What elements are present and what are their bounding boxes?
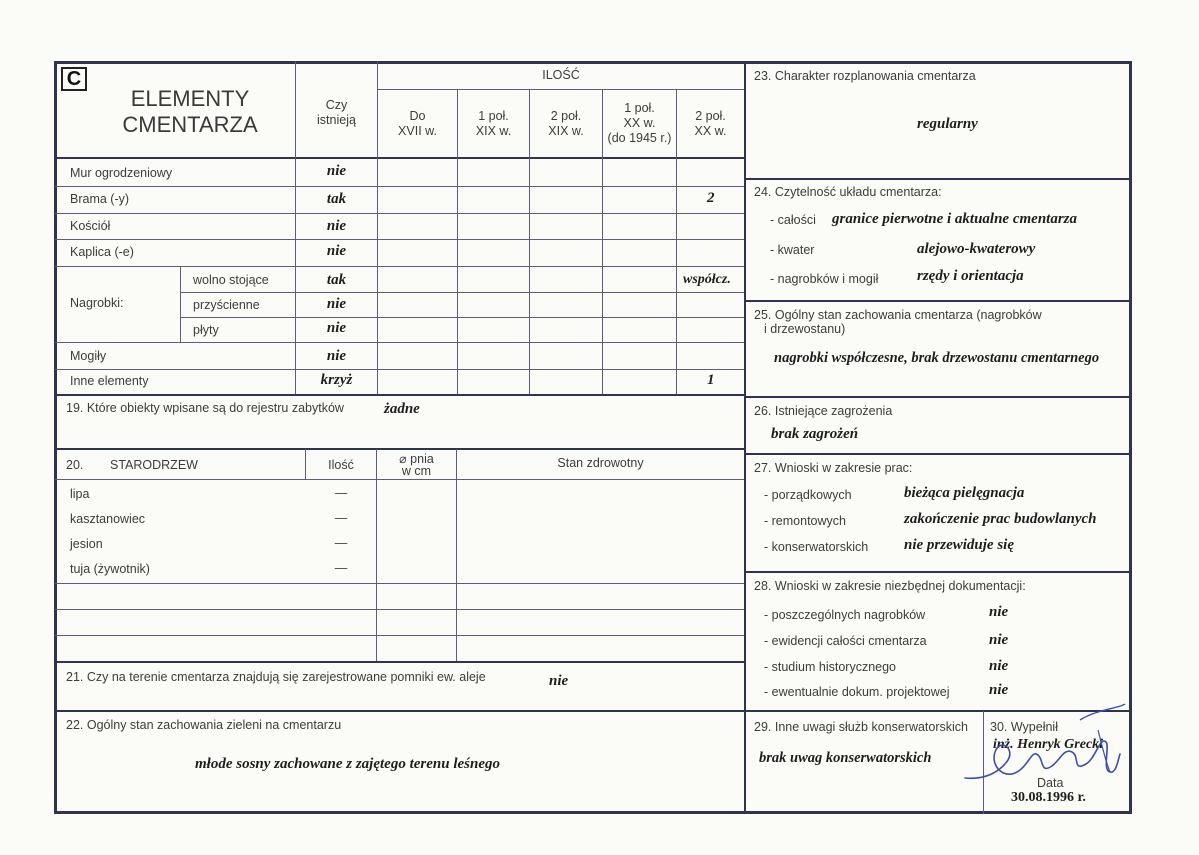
- period-header: [677, 109, 744, 139]
- row-line: [180, 317, 744, 318]
- period-l2: XX w.: [623, 116, 656, 130]
- q24-label: 24. Czytelność układu cmentarza:: [754, 185, 942, 199]
- period-l2: XX w.: [694, 124, 727, 138]
- row-label-mur: Mur ogrodzeniowy: [70, 166, 173, 180]
- exists-mur: nie: [326, 163, 347, 179]
- tree-name: kasztanowiec: [70, 512, 146, 526]
- exists-inne: krzyż: [320, 372, 353, 388]
- q24-calosci-value: granice pierwotne i aktualne cmentarza: [832, 211, 1078, 227]
- q22-value: młode sosny zachowane z zajętego terenu leśnego: [195, 756, 501, 772]
- period-header: [530, 109, 602, 139]
- section-line: [55, 448, 744, 450]
- note-wolno: współcz.: [683, 272, 731, 287]
- q27-label: 27. Wnioski w zakresie prac:: [754, 461, 913, 475]
- ilosc-header: ILOŚĆ: [542, 68, 580, 82]
- exists-wolno: tak: [326, 272, 347, 288]
- title-line-2: CMENTARZA: [122, 112, 258, 137]
- period-l1: 1 poł.: [624, 101, 655, 115]
- czy-header: [296, 98, 377, 128]
- row-label-inne: Inne elementy: [70, 374, 149, 388]
- row-line: [55, 609, 744, 610]
- period-header: [378, 109, 457, 139]
- page-title: [95, 86, 285, 138]
- q20-col-stan: Stan zdrowotny: [557, 456, 644, 470]
- section-line: [55, 661, 744, 663]
- q24-kwater-label: - kwater: [770, 243, 815, 257]
- row-line: [55, 583, 744, 584]
- count-inne: 1: [707, 372, 715, 388]
- row-line: [55, 479, 744, 480]
- q24-calosci-label: - całości: [770, 213, 816, 227]
- row-line: [55, 635, 744, 636]
- row-label-plyty: płyty: [193, 323, 219, 337]
- q25-value: nagrobki współczesne, brak drzewostanu cmentarnego: [774, 350, 1100, 366]
- q28-item-label: - poszczególnych nagrobków: [764, 608, 926, 622]
- period-l1: 2 poł.: [695, 109, 726, 123]
- tree-name: lipa: [70, 487, 90, 501]
- header-bottom-line: [55, 157, 744, 159]
- exists-kaplica: nie: [326, 243, 347, 259]
- signature-flourish: [1080, 704, 1125, 720]
- title-line-1: ELEMENTY: [130, 86, 250, 111]
- q20-col-ilosc: Ilość: [328, 458, 354, 472]
- q20-col-pnia-l2: w cm: [401, 464, 432, 478]
- q27-remontowych-value: zakończenie prac budowlanych: [904, 511, 1097, 527]
- q27-konserwatorskich-value: nie przewiduje się: [904, 537, 1015, 553]
- q21-value: nie: [549, 673, 569, 689]
- period-l1: 1 poł.: [478, 109, 509, 123]
- exists-kosciol: nie: [326, 218, 347, 234]
- row-line: [55, 266, 744, 267]
- q30-data-label: Data: [1037, 776, 1064, 790]
- row-label-wolno: wolno stojące: [193, 273, 269, 287]
- q28-item-value: nie: [989, 658, 1009, 674]
- row-label-kaplica: Kaplica (-e): [70, 245, 134, 259]
- period-header: [603, 101, 676, 146]
- exists-plyty: nie: [326, 320, 347, 336]
- q27-porzadkowych-value: bieżąca pielęgnacja: [904, 485, 1025, 501]
- q20-num: 20.: [66, 458, 84, 472]
- q25-label-1: 25. Ogólny stan zachowania cmentarza (nagrobków: [754, 308, 1042, 322]
- row-line: [55, 213, 744, 214]
- signature-flourish: [1098, 730, 1110, 772]
- q28-label: 28. Wnioski w zakresie niezbędnej dokumentacji:: [754, 579, 1026, 593]
- row-label-kosciol: Kościół: [70, 219, 111, 233]
- tree-qty: —: [334, 511, 348, 525]
- q20-title: STARODRZEW: [110, 458, 198, 472]
- count-brama: 2: [707, 190, 715, 206]
- q29-value: brak uwag konserwatorskich: [759, 750, 932, 766]
- row-line: [55, 239, 744, 240]
- row-label-mogily: Mogiły: [70, 349, 107, 363]
- q23-label: 23. Charakter rozplanowania cmentarza: [754, 69, 976, 83]
- row-line: [55, 342, 744, 343]
- section-line: [746, 396, 1132, 398]
- q29-label: 29. Inne uwagi służb konserwatorskich: [754, 720, 969, 734]
- q26-value: brak zagrożeń: [771, 426, 859, 442]
- q28-item-label: - studium historycznego: [764, 660, 897, 674]
- signature-stroke: [965, 741, 1120, 778]
- period-l2: XIX w.: [475, 124, 512, 138]
- q30-name: inż. Henryk Grecki: [993, 737, 1104, 752]
- period-l2: XIX w.: [548, 124, 584, 138]
- q25-label-2: i drzewostanu): [764, 322, 846, 336]
- period-l1: 2 poł.: [550, 109, 582, 123]
- q20-col-pnia: [377, 453, 456, 477]
- row-line: [180, 292, 744, 293]
- ilosc-line: [377, 89, 744, 90]
- q21-label: 21. Czy na terenie cmentarza znajdują się zarejestrowane pomniki ew. aleje: [66, 670, 486, 684]
- col-nagrobki-sub: [180, 266, 181, 342]
- exists-przyscienne: nie: [326, 296, 347, 312]
- row-label-brama: Brama (-y): [70, 192, 130, 206]
- q24-nagrobkow-label: - nagrobków i mogił: [770, 272, 879, 286]
- tree-name: jesion: [70, 537, 103, 551]
- q20-col-pnia-l1: ⌀ pnia: [399, 452, 434, 466]
- row-line: [55, 186, 744, 187]
- tree-name: tuja (żywotnik): [70, 562, 150, 576]
- q27-konserwatorskich-label: - konserwatorskich: [764, 540, 869, 554]
- q24-nagrobkow-value: rzędy i orientacja: [917, 268, 1024, 284]
- tree-qty: —: [334, 486, 348, 500]
- q28-item-value: nie: [989, 632, 1009, 648]
- q24-kwater-value: alejowo-kwaterowy: [917, 241, 1036, 257]
- section-line: [746, 178, 1132, 180]
- period-l2: XVII w.: [398, 124, 437, 138]
- exists-mogily: nie: [326, 348, 347, 364]
- czy-header-l2: istnieją: [317, 113, 356, 127]
- section-badge: C: [61, 67, 87, 91]
- q26-label: 26. Istniejące zagrożenia: [754, 404, 893, 418]
- q30-date: 30.08.1996 r.: [1011, 790, 1086, 805]
- section-line: [746, 453, 1132, 455]
- col-line: [376, 449, 377, 662]
- q30-label: 30. Wypełnił: [990, 720, 1058, 734]
- q28-item-label: - ewidencji całości cmentarza: [764, 634, 927, 648]
- row-line: [55, 369, 744, 370]
- main-divider: [744, 61, 746, 814]
- row-label-przyscienne: przyścienne: [193, 298, 260, 312]
- exists-brama: tak: [326, 191, 347, 207]
- q22-label: 22. Ogólny stan zachowania zieleni na cmentarzu: [66, 718, 342, 732]
- q19-value: żadne: [384, 401, 420, 417]
- tree-qty: —: [334, 536, 348, 550]
- q27-porzadkowych-label: - porządkowych: [764, 488, 852, 502]
- tree-qty: —: [334, 561, 348, 575]
- q23-value: regularny: [917, 116, 978, 132]
- section-line: [55, 710, 744, 712]
- period-l1: Do: [409, 109, 426, 123]
- czy-header-l1: Czy: [325, 98, 348, 112]
- section-line: [746, 300, 1132, 302]
- section-line: [55, 394, 744, 396]
- q27-remontowych-label: - remontowych: [764, 514, 846, 528]
- section-line: [746, 571, 1132, 573]
- period-header: [458, 109, 529, 139]
- col-line: [456, 449, 457, 662]
- q28-item-label: - ewentualnie dokum. projektowej: [764, 685, 950, 699]
- signature-mark: [960, 700, 1130, 795]
- row-label-nagrobki: Nagrobki:: [70, 296, 124, 310]
- q28-item-value: nie: [989, 682, 1009, 698]
- period-l3: (do 1945 r.): [607, 131, 672, 145]
- q28-item-value: nie: [989, 604, 1009, 620]
- q19-label: 19. Które obiekty wpisane są do rejestru zabytków: [66, 401, 344, 415]
